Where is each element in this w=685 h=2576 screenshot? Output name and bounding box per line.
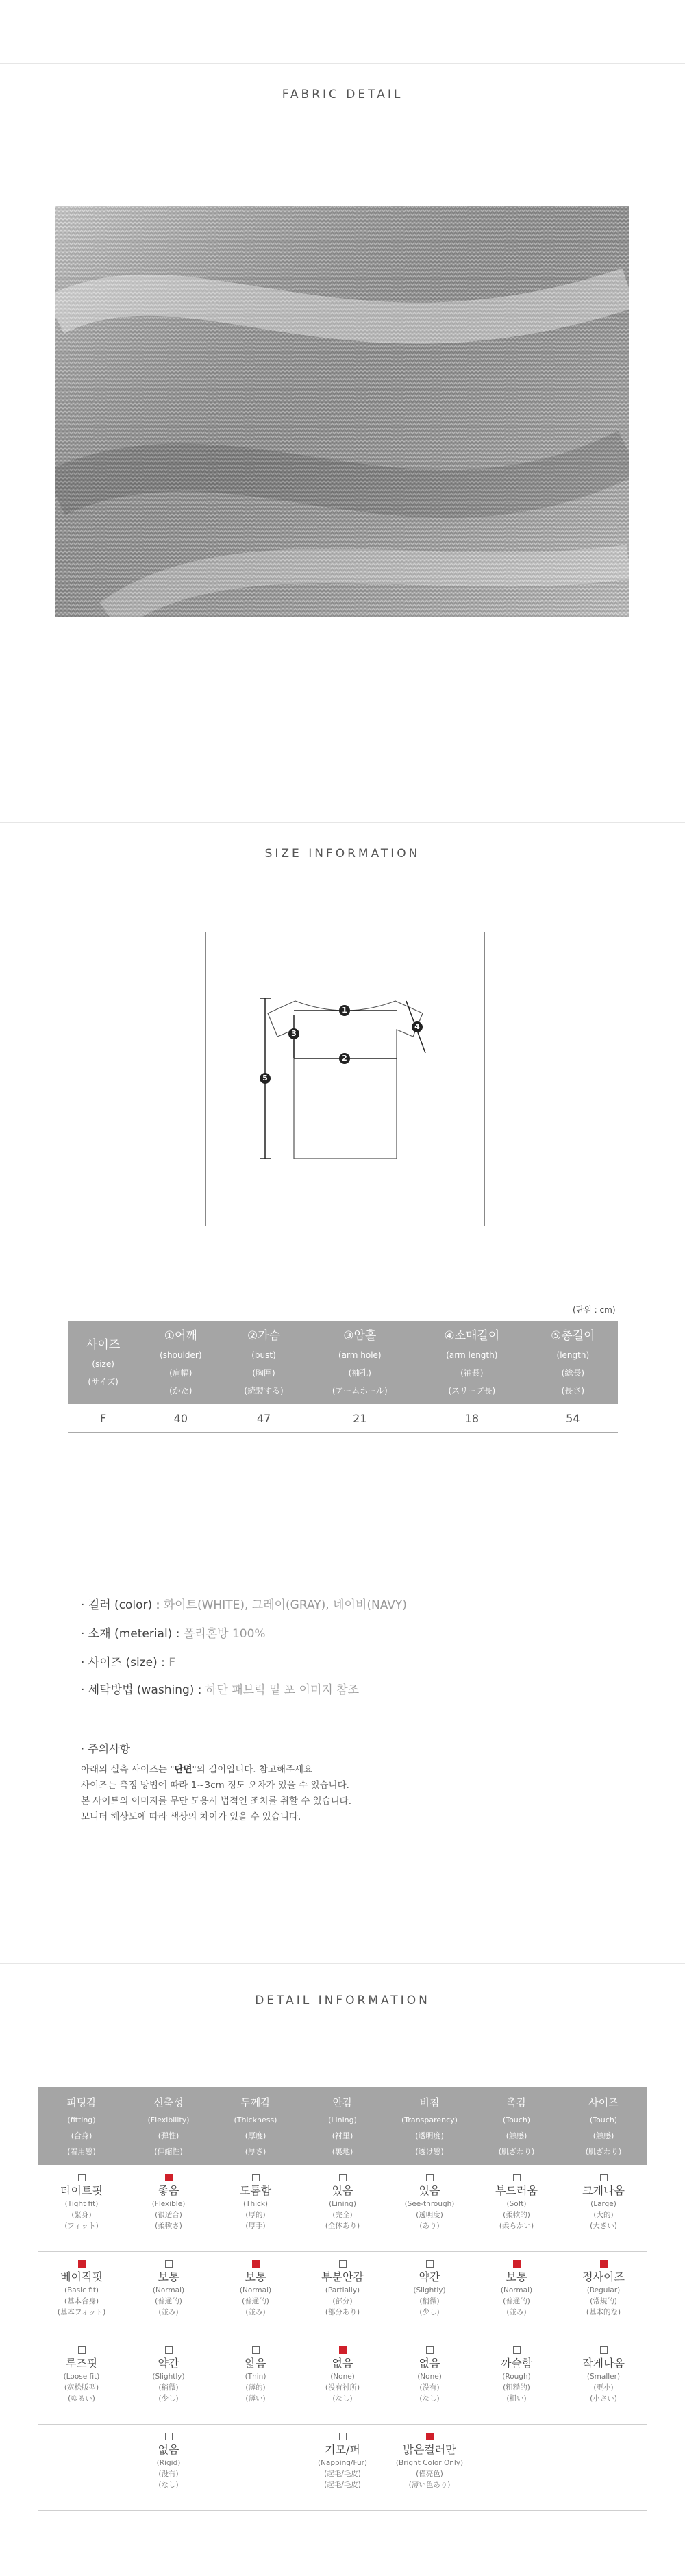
option-sublabel: (少し) xyxy=(419,2308,440,2316)
detail-cell xyxy=(125,2166,212,2252)
checkbox-icon xyxy=(165,2260,173,2268)
option-sublabel: (Normal) xyxy=(239,2286,272,2294)
header-armhole: ③암홀 (arm hole) (袖孔) (アームホール) xyxy=(304,1321,416,1404)
option-label: 정사이즈 xyxy=(582,2270,625,2283)
option-sublabel: (Loose fit) xyxy=(63,2373,100,2381)
option-label: 크게나옴 xyxy=(582,2184,625,2197)
option-sublabel: (基本合身) xyxy=(64,2297,99,2305)
option-sublabel: (基本フィット) xyxy=(57,2308,106,2316)
detail-cell xyxy=(212,2338,299,2425)
option-sublabel: (Tight fit) xyxy=(64,2200,99,2208)
option-label: 작게나옴 xyxy=(582,2357,625,2370)
detail-information-title: DETAIL INFORMATION xyxy=(255,1994,430,2007)
option-sublabel: (粗糙的) xyxy=(503,2383,530,2392)
detail-header-3: 안감 (Lining) (衬里) (裏地) xyxy=(299,2087,386,2166)
section-divider xyxy=(0,63,685,64)
option-sublabel: (Slightly) xyxy=(413,2286,446,2294)
option-sublabel: (起毛/毛皮) xyxy=(324,2481,361,2489)
detail-header-6: 사이즈 (Touch) (触感) (肌ざわり) xyxy=(560,2087,647,2166)
checkbox-icon xyxy=(252,2260,260,2268)
option-sublabel: (少し) xyxy=(158,2394,179,2403)
option-sublabel: (基本的な) xyxy=(586,2308,621,2316)
option-sublabel: (僅亮色) xyxy=(416,2470,443,2478)
header-arm-length: ④소매길이 (arm length) (袖長) (スリーブ長) xyxy=(416,1321,528,1404)
color-info: · 컬러 (color) : 화이트(WHITE), 그레이(GRAY), 네이비(NAVY) xyxy=(81,1598,407,1612)
marker-2: 2 xyxy=(339,1053,350,1064)
detail-cell xyxy=(38,2425,125,2511)
option-label: 보통 xyxy=(506,2270,527,2283)
option-label: 얇음 xyxy=(245,2357,266,2370)
detail-header-1: 신축성 (Flexibility) (弹性) (伸縮性) xyxy=(125,2087,212,2166)
option-sublabel: (没有衬所) xyxy=(325,2383,360,2392)
table-cell: 54 xyxy=(528,1404,618,1433)
marker-4: 4 xyxy=(412,1021,423,1032)
option-label: 보통 xyxy=(245,2270,266,2283)
checkbox-icon xyxy=(339,2346,347,2354)
option-sublabel: (並み) xyxy=(245,2308,266,2316)
checkbox-icon xyxy=(165,2346,173,2354)
detail-cell xyxy=(38,2166,125,2252)
option-sublabel: (稍微) xyxy=(419,2297,440,2305)
checkbox-icon xyxy=(426,2260,434,2268)
checkbox-icon xyxy=(600,2346,608,2354)
detail-cell xyxy=(125,2252,212,2338)
checkbox-icon xyxy=(339,2174,347,2181)
table-row xyxy=(38,2425,647,2511)
option-sublabel: (全体あり) xyxy=(325,2222,360,2230)
option-sublabel: (フィット) xyxy=(64,2222,99,2230)
detail-cell xyxy=(386,2252,473,2338)
detail-cell xyxy=(38,2338,125,2425)
checkbox-icon xyxy=(165,2433,173,2440)
detail-cell xyxy=(560,2166,647,2252)
option-sublabel: (普通的) xyxy=(155,2297,182,2305)
detail-cell xyxy=(473,2338,560,2425)
checkbox-icon xyxy=(513,2346,521,2354)
option-label: 약간 xyxy=(419,2270,440,2283)
checkbox-icon xyxy=(339,2433,347,2440)
checkbox-icon xyxy=(78,2174,86,2181)
checkbox-icon xyxy=(426,2346,434,2354)
option-label: 없음 xyxy=(332,2357,353,2370)
option-label: 밝은컬러만 xyxy=(403,2443,456,2456)
option-sublabel: (厚的) xyxy=(245,2211,266,2219)
checkbox-icon xyxy=(600,2260,608,2268)
option-sublabel: (緊身) xyxy=(71,2211,92,2219)
option-sublabel: (薄的) xyxy=(245,2383,266,2392)
option-sublabel: (Thick) xyxy=(242,2200,269,2208)
checkbox-icon xyxy=(426,2433,434,2440)
option-sublabel: (Napping/Fur) xyxy=(317,2459,368,2467)
detail-cell xyxy=(299,2338,386,2425)
detail-cell xyxy=(299,2252,386,2338)
unit-label: (단위 : cm) xyxy=(573,1305,616,1315)
checkbox-icon xyxy=(78,2260,86,2268)
option-sublabel: (普通的) xyxy=(503,2297,530,2305)
option-sublabel: (常規的) xyxy=(590,2297,617,2305)
option-sublabel: (Normal) xyxy=(500,2286,533,2294)
checkbox-icon xyxy=(513,2174,521,2181)
option-sublabel: (Rigid) xyxy=(156,2459,181,2467)
washing-info: · 세탁방법 (washing) : 하단 패브릭 밑 포 이미지 참조 xyxy=(81,1683,360,1697)
option-sublabel: (柔軟的) xyxy=(503,2211,530,2219)
notice-text xyxy=(81,1762,351,1825)
detail-cell xyxy=(299,2425,386,2511)
detail-header-0: 피팅감 (fitting) (合身) (着用感) xyxy=(38,2087,125,2166)
option-sublabel: (没有) xyxy=(158,2470,179,2478)
option-sublabel: (Smaller) xyxy=(586,2373,621,2381)
option-label: 약간 xyxy=(158,2357,179,2370)
option-sublabel: (大的) xyxy=(593,2211,614,2219)
option-sublabel: (Large) xyxy=(590,2200,616,2208)
detail-cell xyxy=(473,2166,560,2252)
option-sublabel: (小さい) xyxy=(590,2394,617,2403)
option-label: 있음 xyxy=(332,2184,353,2197)
option-sublabel: (Partially) xyxy=(325,2286,360,2294)
checkbox-icon xyxy=(339,2260,347,2268)
option-sublabel: (Lining) xyxy=(329,2200,356,2208)
detail-cell xyxy=(125,2425,212,2511)
table-cell: F xyxy=(68,1404,138,1433)
detail-cell xyxy=(560,2425,647,2511)
table-cell: 21 xyxy=(304,1404,416,1433)
detail-table-header xyxy=(38,2087,647,2166)
option-sublabel: (Slightly) xyxy=(152,2373,185,2381)
detail-cell xyxy=(212,2252,299,2338)
notice-line-4: 모니터 해상도에 따라 색상의 차이가 있을 수 있습니다. xyxy=(81,1811,301,1822)
option-sublabel: (薄い) xyxy=(245,2394,266,2403)
detail-cell xyxy=(386,2425,473,2511)
option-sublabel: (部分あり) xyxy=(325,2308,360,2316)
detail-cell xyxy=(473,2252,560,2338)
table-row xyxy=(38,2166,647,2252)
option-label: 없음 xyxy=(419,2357,440,2370)
checkbox-icon xyxy=(252,2174,260,2181)
detail-cell xyxy=(473,2425,560,2511)
option-sublabel: (なし) xyxy=(419,2394,440,2403)
detail-cell xyxy=(38,2252,125,2338)
notice-line-1: 아래의 실측 사이즈는 "단면"의 길이입니다. 참고해주세요 xyxy=(81,1764,313,1775)
option-label: 보통 xyxy=(158,2270,179,2283)
option-label: 있음 xyxy=(419,2184,440,2197)
marker-5: 5 xyxy=(260,1073,271,1084)
detail-cell xyxy=(560,2338,647,2425)
fabric-texture-image xyxy=(55,206,629,617)
header-length: ⑤총길이 (length) (総長) (長さ) xyxy=(528,1321,618,1404)
option-label: 까슬함 xyxy=(500,2357,533,2370)
option-sublabel: (Thin) xyxy=(245,2373,266,2381)
checkbox-icon xyxy=(426,2174,434,2181)
option-label: 부분안감 xyxy=(321,2270,364,2283)
option-sublabel: (並み) xyxy=(506,2308,527,2316)
size-info: · 사이즈 (size) : F xyxy=(81,1656,176,1670)
section-divider xyxy=(0,1963,685,1964)
size-table xyxy=(68,1321,618,1433)
checkbox-icon xyxy=(252,2346,260,2354)
checkbox-icon xyxy=(513,2260,521,2268)
option-sublabel: (薄い色あり) xyxy=(408,2481,451,2489)
option-sublabel: (起毛/毛皮) xyxy=(324,2470,361,2478)
option-sublabel: (なし) xyxy=(158,2481,179,2489)
size-diagram xyxy=(206,932,485,1226)
notice-line-3: 본 사이트의 이미지를 무단 도용시 법적인 조치를 취할 수 있습니다. xyxy=(81,1796,352,1807)
option-sublabel: (稍微) xyxy=(158,2383,179,2392)
checkbox-icon xyxy=(78,2346,86,2354)
option-sublabel: (Normal) xyxy=(152,2286,185,2294)
option-label: 도톰함 xyxy=(239,2184,272,2197)
option-label: 기모/퍼 xyxy=(325,2443,360,2456)
detail-cell xyxy=(212,2425,299,2511)
checkbox-icon xyxy=(600,2174,608,2181)
option-sublabel: (See-through) xyxy=(404,2200,455,2208)
option-label: 베이직핏 xyxy=(60,2270,103,2283)
notice-title: · 주의사항 xyxy=(81,1742,130,1755)
option-sublabel: (粗い) xyxy=(506,2394,527,2403)
notice-line-2: 사이즈는 측정 방법에 따라 1~3cm 정도 오차가 있을 수 있습니다. xyxy=(81,1780,349,1791)
detail-header-5: 촉감 (Touch) (触感) (肌ざわり) xyxy=(473,2087,560,2166)
option-sublabel: (None) xyxy=(330,2373,355,2381)
option-sublabel: (厚手) xyxy=(245,2222,266,2230)
option-label: 루즈핏 xyxy=(65,2357,98,2370)
detail-cell xyxy=(125,2338,212,2425)
option-sublabel: (Soft) xyxy=(506,2200,527,2208)
option-sublabel: (Regular) xyxy=(586,2286,621,2294)
option-sublabel: (なし) xyxy=(332,2394,353,2403)
table-row xyxy=(38,2338,647,2425)
option-sublabel: (大きい) xyxy=(590,2222,617,2230)
option-sublabel: (None) xyxy=(417,2373,442,2381)
detail-cell xyxy=(386,2338,473,2425)
option-sublabel: (Basic fit) xyxy=(64,2286,99,2294)
option-sublabel: (ゆるい) xyxy=(68,2394,95,2403)
detail-cell xyxy=(212,2166,299,2252)
option-label: 없음 xyxy=(158,2443,179,2456)
detail-cell xyxy=(299,2166,386,2252)
option-sublabel: (部分) xyxy=(332,2297,353,2305)
option-sublabel: (更小) xyxy=(593,2383,614,2392)
detail-cell xyxy=(560,2252,647,2338)
table-cell: 18 xyxy=(416,1404,528,1433)
detail-table xyxy=(38,2086,647,2511)
marker-1: 1 xyxy=(339,1005,350,1016)
size-table-header xyxy=(68,1321,618,1404)
option-sublabel: (普通的) xyxy=(242,2297,269,2305)
option-label: 타이트핏 xyxy=(60,2184,103,2197)
option-sublabel: (很适合) xyxy=(155,2211,182,2219)
marker-3: 3 xyxy=(288,1028,299,1039)
header-bust: ②가슴 (bust) (胸囲) (続製する) xyxy=(223,1321,303,1404)
detail-header-4: 비침 (Transparency) (透明度) (透け感) xyxy=(386,2087,473,2166)
table-row xyxy=(38,2252,647,2338)
material-info: · 소재 (meterial) : 폴리혼방 100% xyxy=(81,1627,266,1641)
header-size: 사이즈 (size) (サイズ) xyxy=(68,1321,138,1404)
option-sublabel: (没有) xyxy=(419,2383,440,2392)
table-cell: 47 xyxy=(223,1404,303,1433)
table-row xyxy=(68,1404,618,1433)
option-sublabel: (Flexible) xyxy=(151,2200,186,2208)
option-label: 부드러움 xyxy=(495,2184,538,2197)
table-cell: 40 xyxy=(138,1404,223,1433)
fabric-detail-title: FABRIC DETAIL xyxy=(282,88,403,101)
option-sublabel: (Rough) xyxy=(502,2373,531,2381)
option-sublabel: (透明度) xyxy=(416,2211,443,2219)
option-sublabel: (Bright Color Only) xyxy=(395,2459,464,2467)
option-sublabel: (完全) xyxy=(332,2211,353,2219)
detail-header-2: 두께감 (Thickness) (厚度) (厚さ) xyxy=(212,2087,299,2166)
option-sublabel: (柔軟さ) xyxy=(155,2222,182,2230)
option-sublabel: (あり) xyxy=(419,2222,440,2230)
option-sublabel: (並み) xyxy=(158,2308,179,2316)
size-information-title: SIZE INFORMATION xyxy=(264,847,421,860)
option-sublabel: (宽松版型) xyxy=(64,2383,99,2392)
option-sublabel: (柔らかい) xyxy=(499,2222,534,2230)
option-label: 좋음 xyxy=(158,2184,179,2197)
section-divider xyxy=(0,822,685,823)
detail-cell xyxy=(386,2166,473,2252)
header-shoulder: ①어깨 (shoulder) (肩幅) (かた) xyxy=(138,1321,223,1404)
checkbox-icon xyxy=(165,2174,173,2181)
